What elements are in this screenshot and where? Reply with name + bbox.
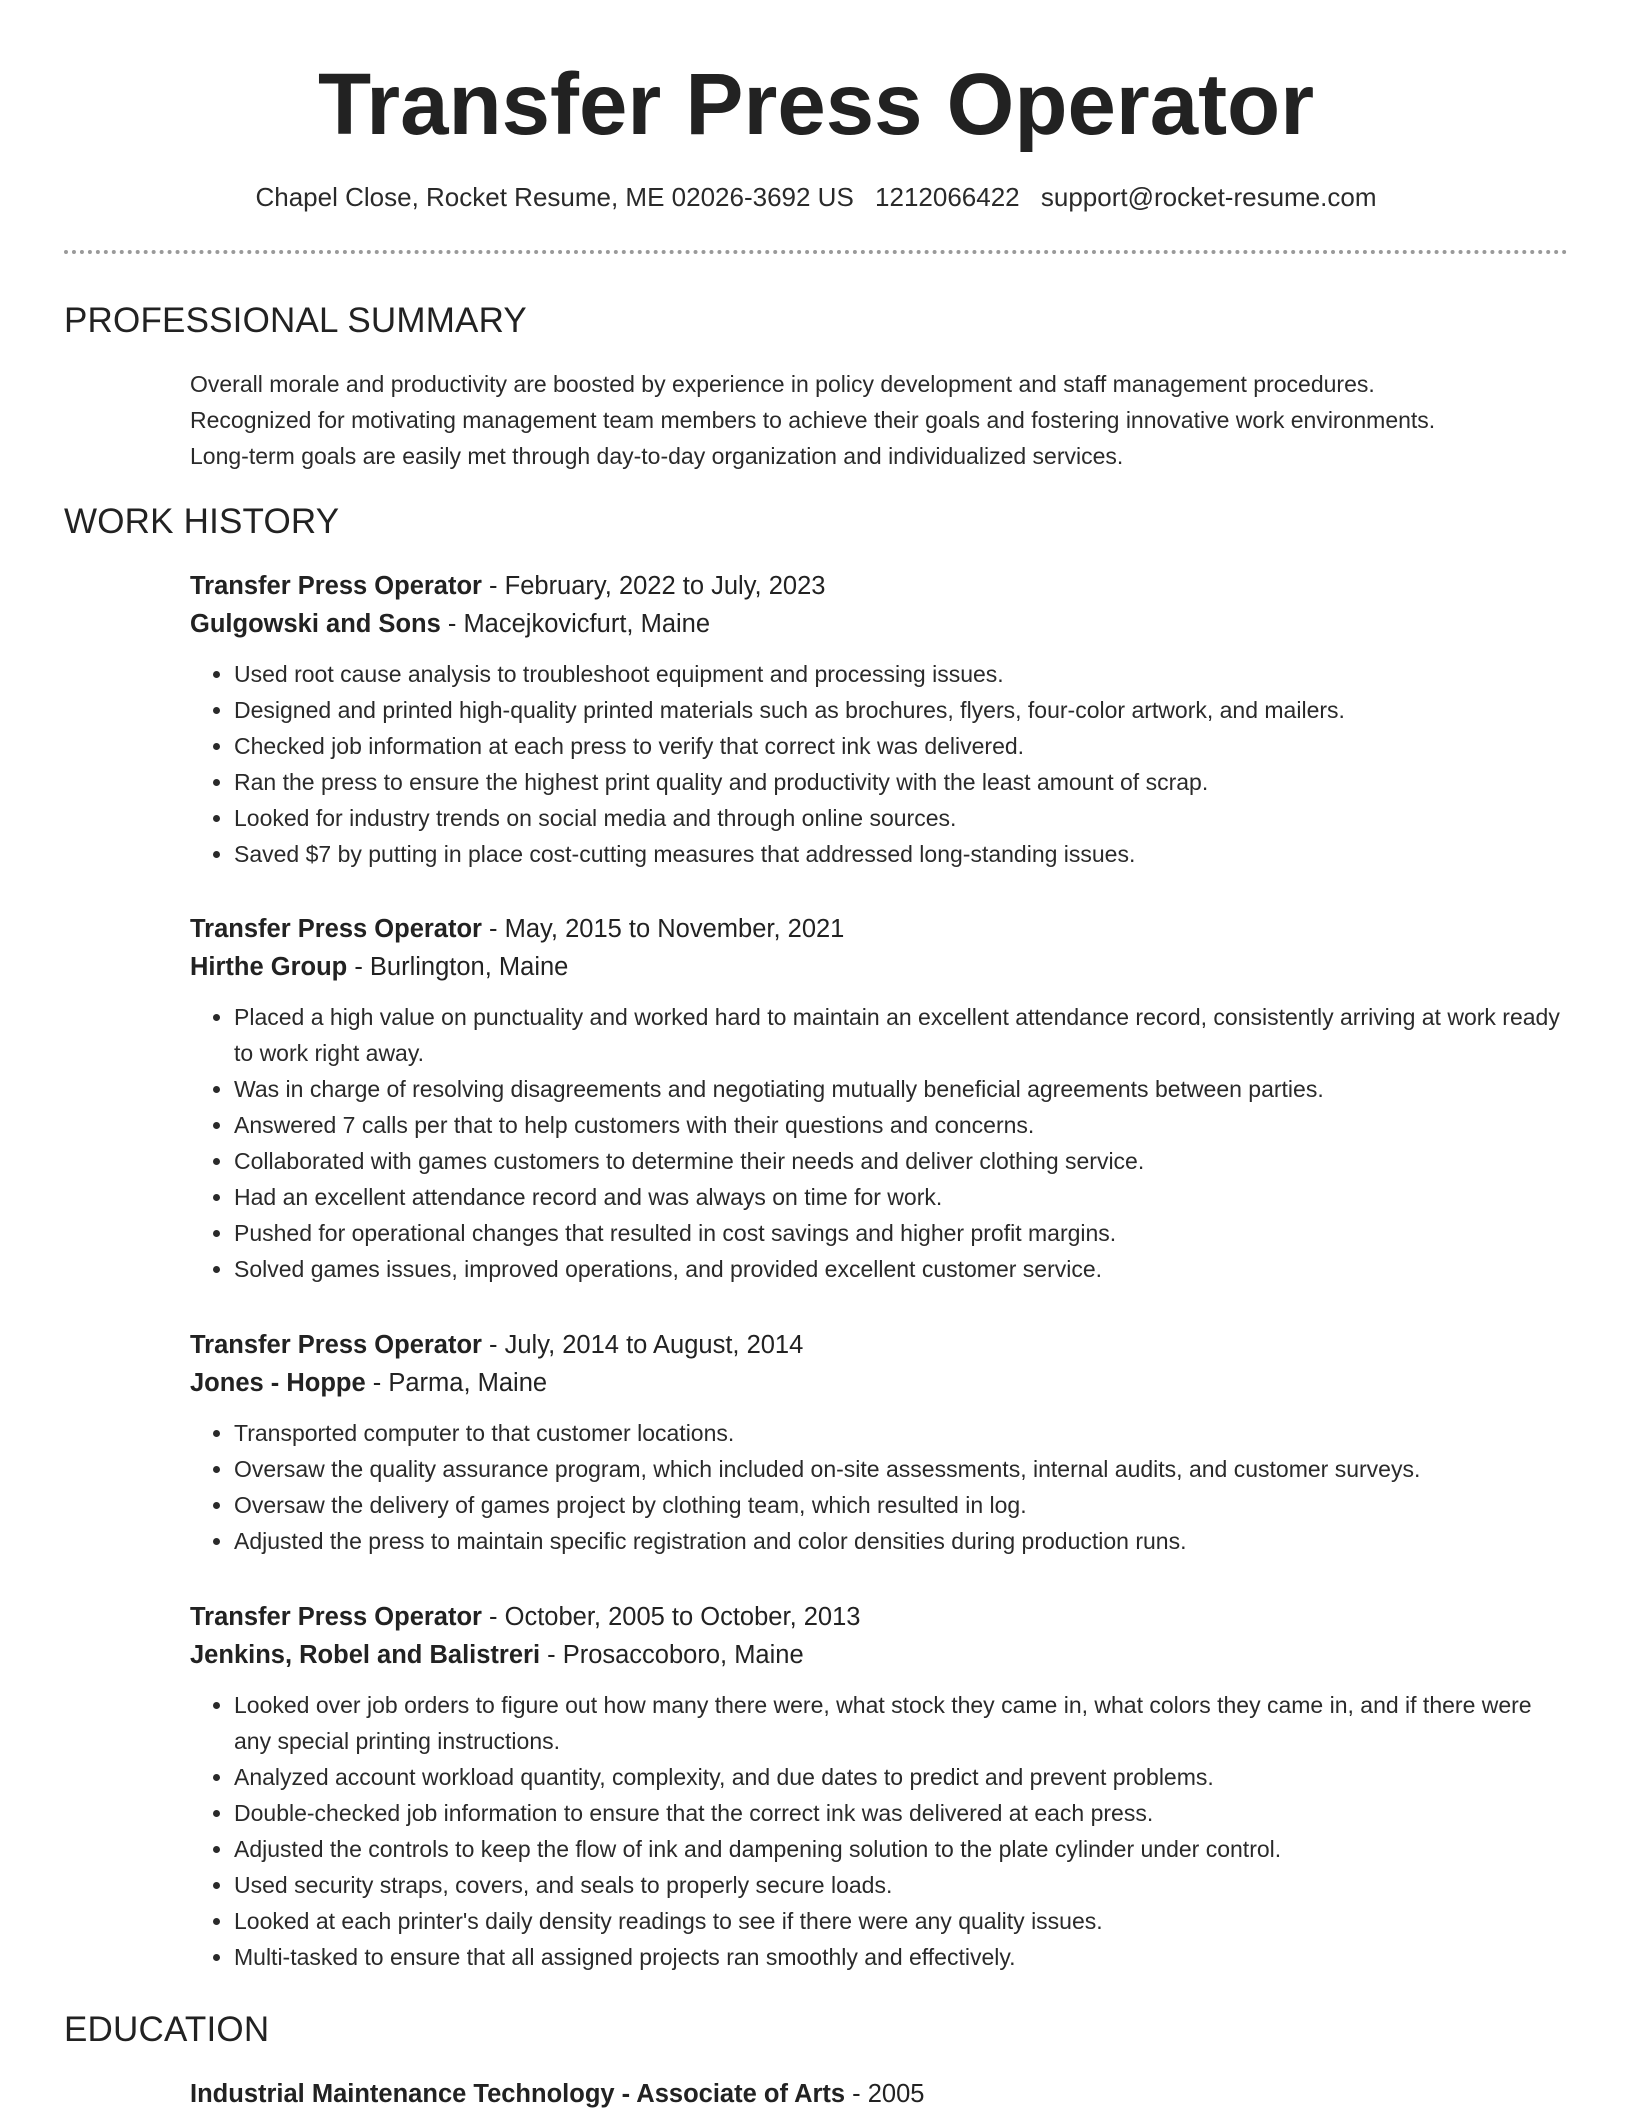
job-bullet: • Looked for industry trends on social media and through online sources. (234, 800, 1570, 836)
job-bullet: • Was in charge of resolving disagreements and negotiating mutually beneficial agreements between parties. (234, 1071, 1570, 1107)
job-company-line (190, 605, 1570, 643)
job-dates: - May, 2015 to November, 2021 (481, 915, 845, 943)
job-bullets (190, 1687, 1570, 1975)
job-location: - Prosaccoboro, Maine (540, 1641, 804, 1669)
education-year: - 2005 (845, 2080, 925, 2108)
job-entry (190, 910, 1570, 1287)
summary-line: Recognized for motivating management team members to achieve their goals and fostering innovative work environments. (190, 407, 1436, 433)
job-dates: - October, 2005 to October, 2013 (481, 1603, 861, 1631)
job-bullet: • Multi-tasked to ensure that all assigned projects ran smoothly and effectively. (234, 1939, 1570, 1975)
job-bullets (190, 656, 1570, 872)
job-title-line (190, 567, 1570, 605)
contact-phone: 1212066422 (875, 182, 1020, 212)
job-bullet: • Pushed for operational changes that resulted in cost savings and higher profit margins. (234, 1215, 1570, 1251)
job-bullet: • Ran the press to ensure the highest print quality and productivity with the least amount of scrap. (234, 764, 1570, 800)
job-location: - Parma, Maine (365, 1369, 548, 1397)
job-bullet: • Collaborated with games customers to determine their needs and deliver clothing service. (234, 1143, 1570, 1179)
job-bullet: • Double-checked job information to ensure that the correct ink was delivered at each press. (234, 1795, 1570, 1831)
job-company: Jenkins, Robel and Balistreri (190, 1641, 541, 1669)
job-title-line (190, 910, 1570, 948)
section-title-work-history: WORK HISTORY (64, 502, 340, 541)
job-dates: - July, 2014 to August, 2014 (481, 1331, 804, 1359)
header-divider (64, 250, 1568, 254)
job-bullet: • Used root cause analysis to troubleshoot equipment and processing issues. (234, 656, 1570, 692)
candidate-name: Transfer Press Operator (317, 56, 1315, 153)
job-bullet: • Looked over job orders to figure out how many there were, what stock they came in, what colors they came in, and if there were any special printing instructions. (234, 1687, 1570, 1759)
job-title: Transfer Press Operator (190, 915, 482, 943)
job-company-line (190, 1636, 1570, 1674)
job-bullet: • Saved $7 by putting in place cost-cutting measures that addressed long-standing issues. (234, 836, 1570, 872)
section-title-summary: PROFESSIONAL SUMMARY (64, 301, 527, 340)
job-bullet: • Placed a high value on punctuality and worked hard to maintain an excellent attendance record, consistently arriving at work ready to work right away. (234, 999, 1570, 1071)
job-company: Gulgowski and Sons (190, 610, 441, 638)
job-location: - Burlington, Maine (347, 953, 569, 981)
job-bullets (190, 999, 1570, 1287)
summary-line: Long-term goals are easily met through day-to-day organization and individualized services. (190, 443, 1124, 469)
job-dates: - February, 2022 to July, 2023 (481, 572, 826, 600)
job-bullet: • Designed and printed high-quality printed materials such as brochures, flyers, four-color artwork, and mailers. (234, 692, 1570, 728)
education-degree: Industrial Maintenance Technology - Associate of Arts (190, 2080, 846, 2108)
contact-email[interactable]: support@rocket-resume.com (1040, 182, 1377, 212)
job-company-line (190, 948, 1570, 986)
summary-line: Overall morale and productivity are boosted by experience in policy development and staff management procedures. (190, 371, 1375, 397)
job-company-line (190, 1364, 1570, 1402)
job-title: Transfer Press Operator (190, 1603, 482, 1631)
contact-address: Chapel Close, Rocket Resume, ME 02026-3692 US (255, 182, 854, 212)
job-bullets (190, 1415, 1570, 1559)
job-bullet: • Solved games issues, improved operations, and provided excellent customer service. (234, 1251, 1570, 1287)
job-bullet: • Adjusted the controls to keep the flow of ink and dampening solution to the plate cylinder under control. (234, 1831, 1570, 1867)
job-bullet: • Oversaw the quality assurance program, which included on-site assessments, internal audits, and customer surveys. (234, 1451, 1570, 1487)
job-bullet: • Answered 7 calls per that to help customers with their questions and concerns. (234, 1107, 1570, 1143)
job-entry (190, 567, 1570, 872)
job-bullet: • Analyzed account workload quantity, complexity, and due dates to predict and prevent problems. (234, 1759, 1570, 1795)
job-company: Hirthe Group (190, 953, 348, 981)
job-title: Transfer Press Operator (190, 1331, 482, 1359)
contact-line (0, 179, 1632, 215)
job-entry (190, 1326, 1570, 1559)
job-bullet: • Oversaw the delivery of games project by clothing team, which resulted in log. (234, 1487, 1570, 1523)
job-bullet: • Looked at each printer's daily density readings to see if there were any quality issues. (234, 1903, 1570, 1939)
job-entry (190, 1598, 1570, 1975)
job-bullet: • Used security straps, covers, and seals to properly secure loads. (234, 1867, 1570, 1903)
job-location: - Macejkovicfurt, Maine (440, 610, 711, 638)
summary-text (190, 366, 1570, 474)
education-entry (190, 2075, 924, 2113)
section-title-education: EDUCATION (64, 2010, 270, 2049)
job-bullet: • Adjusted the press to maintain specific registration and color densities during production runs. (234, 1523, 1570, 1559)
job-title-line (190, 1598, 1570, 1636)
job-bullet: • Checked job information at each press to verify that correct ink was delivered. (234, 728, 1570, 764)
job-company: Jones - Hoppe (190, 1369, 366, 1397)
job-title-line (190, 1326, 1570, 1364)
job-bullet: • Transported computer to that customer locations. (234, 1415, 1570, 1451)
job-title: Transfer Press Operator (190, 572, 482, 600)
job-bullet: • Had an excellent attendance record and was always on time for work. (234, 1179, 1570, 1215)
